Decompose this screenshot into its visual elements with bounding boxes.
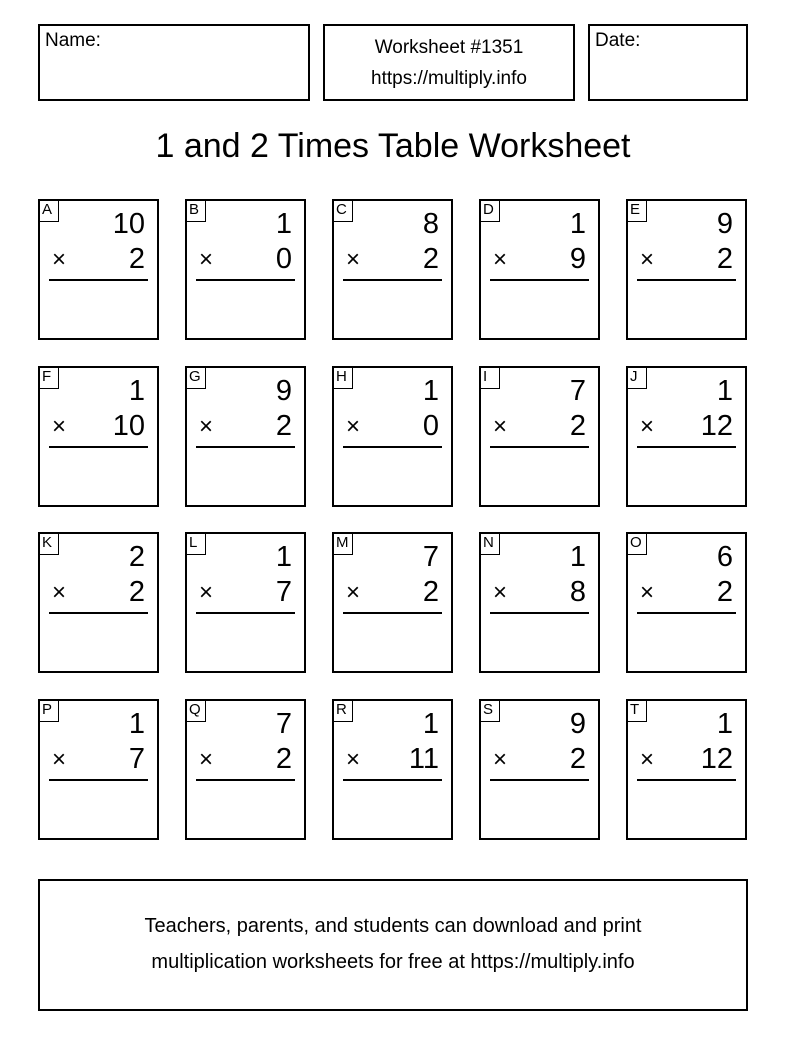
- answer-line: [196, 446, 295, 448]
- footer-line-1: Teachers, parents, and students can download and print: [144, 915, 642, 937]
- multiply-sign-icon: ×: [199, 746, 214, 773]
- problem-letter: D: [479, 199, 500, 222]
- worksheet-number: Worksheet #1351: [374, 37, 524, 58]
- problem-f: [38, 366, 159, 507]
- problem-letter: T: [626, 699, 647, 722]
- problem-bottom-number: 0: [422, 410, 439, 442]
- answer-line: [637, 279, 736, 281]
- problem-letter: H: [332, 366, 353, 389]
- answer-line: [49, 779, 148, 781]
- problem-m: [332, 532, 453, 673]
- answer-line: [490, 779, 589, 781]
- problem-top-number: 9: [716, 208, 733, 240]
- answer-line: [490, 279, 589, 281]
- date-label: Date:: [595, 30, 641, 51]
- problem-letter: A: [38, 199, 59, 222]
- problem-top-number: 1: [275, 208, 292, 240]
- problem-letter: R: [332, 699, 353, 722]
- multiply-sign-icon: ×: [493, 579, 508, 606]
- footer-line-2: multiplication worksheets for free at https://multiply.info: [151, 951, 635, 973]
- problem-k: [38, 532, 159, 673]
- problem-bottom-number: 2: [275, 410, 292, 442]
- problem-letter: K: [38, 532, 59, 555]
- problem-q: [185, 699, 306, 840]
- name-label: Name:: [45, 30, 101, 51]
- problem-bottom-number: 11: [408, 743, 439, 775]
- problem-top-number: 1: [716, 708, 733, 740]
- problem-bottom-number: 7: [275, 576, 292, 608]
- problem-top-number: 1: [275, 541, 292, 573]
- problem-i: [479, 366, 600, 507]
- problem-j: [626, 366, 747, 507]
- multiply-sign-icon: ×: [199, 413, 214, 440]
- answer-line: [637, 779, 736, 781]
- multiply-sign-icon: ×: [346, 746, 361, 773]
- problem-bottom-number: 2: [569, 410, 586, 442]
- problem-letter: N: [479, 532, 500, 555]
- problem-top-number: 10: [112, 208, 145, 240]
- problem-bottom-number: 10: [112, 410, 145, 442]
- problem-bottom-number: 0: [275, 243, 292, 275]
- problem-bottom-number: 2: [422, 576, 439, 608]
- multiply-sign-icon: ×: [640, 413, 655, 440]
- problem-letter: M: [332, 532, 353, 555]
- answer-line: [637, 612, 736, 614]
- problem-p: [38, 699, 159, 840]
- problem-top-number: 1: [128, 375, 145, 407]
- multiply-sign-icon: ×: [640, 746, 655, 773]
- problem-bottom-number: 7: [128, 743, 145, 775]
- problem-l: [185, 532, 306, 673]
- problem-top-number: 7: [422, 541, 439, 573]
- answer-line: [637, 446, 736, 448]
- answer-line: [343, 279, 442, 281]
- problem-b: [185, 199, 306, 340]
- answer-line: [49, 279, 148, 281]
- worksheet-url: https://multiply.info: [371, 68, 527, 89]
- problem-top-number: 1: [128, 708, 145, 740]
- problem-bottom-number: 2: [275, 743, 292, 775]
- answer-line: [49, 612, 148, 614]
- problem-r: [332, 699, 453, 840]
- multiply-sign-icon: ×: [199, 579, 214, 606]
- multiply-sign-icon: ×: [640, 246, 655, 273]
- problem-letter: I: [479, 366, 500, 389]
- multiply-sign-icon: ×: [493, 246, 508, 273]
- multiply-sign-icon: ×: [640, 579, 655, 606]
- multiply-sign-icon: ×: [52, 746, 67, 773]
- problem-letter: O: [626, 532, 647, 555]
- answer-line: [490, 446, 589, 448]
- multiply-sign-icon: ×: [346, 579, 361, 606]
- problem-top-number: 1: [716, 375, 733, 407]
- problem-bottom-number: 8: [569, 576, 586, 608]
- answer-line: [343, 446, 442, 448]
- problem-bottom-number: 12: [700, 743, 733, 775]
- problem-bottom-number: 12: [700, 410, 733, 442]
- problem-top-number: 1: [569, 541, 586, 573]
- answer-line: [49, 446, 148, 448]
- problem-bottom-number: 2: [128, 243, 145, 275]
- problem-s: [479, 699, 600, 840]
- answer-line: [196, 779, 295, 781]
- problem-letter: P: [38, 699, 59, 722]
- problem-letter: G: [185, 366, 206, 389]
- problem-g: [185, 366, 306, 507]
- answer-line: [196, 612, 295, 614]
- multiply-sign-icon: ×: [346, 413, 361, 440]
- problem-bottom-number: 2: [422, 243, 439, 275]
- answer-line: [343, 779, 442, 781]
- problem-bottom-number: 2: [569, 743, 586, 775]
- problem-top-number: 7: [275, 708, 292, 740]
- problem-letter: C: [332, 199, 353, 222]
- problem-c: [332, 199, 453, 340]
- problem-letter: F: [38, 366, 59, 389]
- page-title: 1 and 2 Times Table Worksheet: [155, 127, 631, 165]
- problem-letter: B: [185, 199, 206, 222]
- problem-bottom-number: 9: [569, 243, 586, 275]
- problem-letter: S: [479, 699, 500, 722]
- problem-top-number: 2: [128, 541, 145, 573]
- multiply-sign-icon: ×: [52, 246, 67, 273]
- problem-e: [626, 199, 747, 340]
- footer-box: [38, 879, 748, 1011]
- problem-h: [332, 366, 453, 507]
- problem-bottom-number: 2: [128, 576, 145, 608]
- problem-letter: Q: [185, 699, 206, 722]
- problem-bottom-number: 2: [716, 576, 733, 608]
- problem-bottom-number: 2: [716, 243, 733, 275]
- problem-d: [479, 199, 600, 340]
- problem-top-number: 1: [569, 208, 586, 240]
- problem-top-number: 1: [422, 708, 439, 740]
- multiply-sign-icon: ×: [493, 413, 508, 440]
- problem-letter: E: [626, 199, 647, 222]
- problem-top-number: 8: [422, 208, 439, 240]
- problem-letter: J: [626, 366, 647, 389]
- problem-top-number: 9: [569, 708, 586, 740]
- multiply-sign-icon: ×: [52, 579, 67, 606]
- problem-t: [626, 699, 747, 840]
- multiply-sign-icon: ×: [346, 246, 361, 273]
- multiply-sign-icon: ×: [493, 746, 508, 773]
- problem-n: [479, 532, 600, 673]
- answer-line: [196, 279, 295, 281]
- problem-top-number: 6: [716, 541, 733, 573]
- problem-top-number: 1: [422, 375, 439, 407]
- answer-line: [490, 612, 589, 614]
- multiply-sign-icon: ×: [52, 413, 67, 440]
- multiply-sign-icon: ×: [199, 246, 214, 273]
- problem-top-number: 7: [569, 375, 586, 407]
- problem-o: [626, 532, 747, 673]
- problem-a: [38, 199, 159, 340]
- answer-line: [343, 612, 442, 614]
- problem-letter: L: [185, 532, 206, 555]
- problem-top-number: 9: [275, 375, 292, 407]
